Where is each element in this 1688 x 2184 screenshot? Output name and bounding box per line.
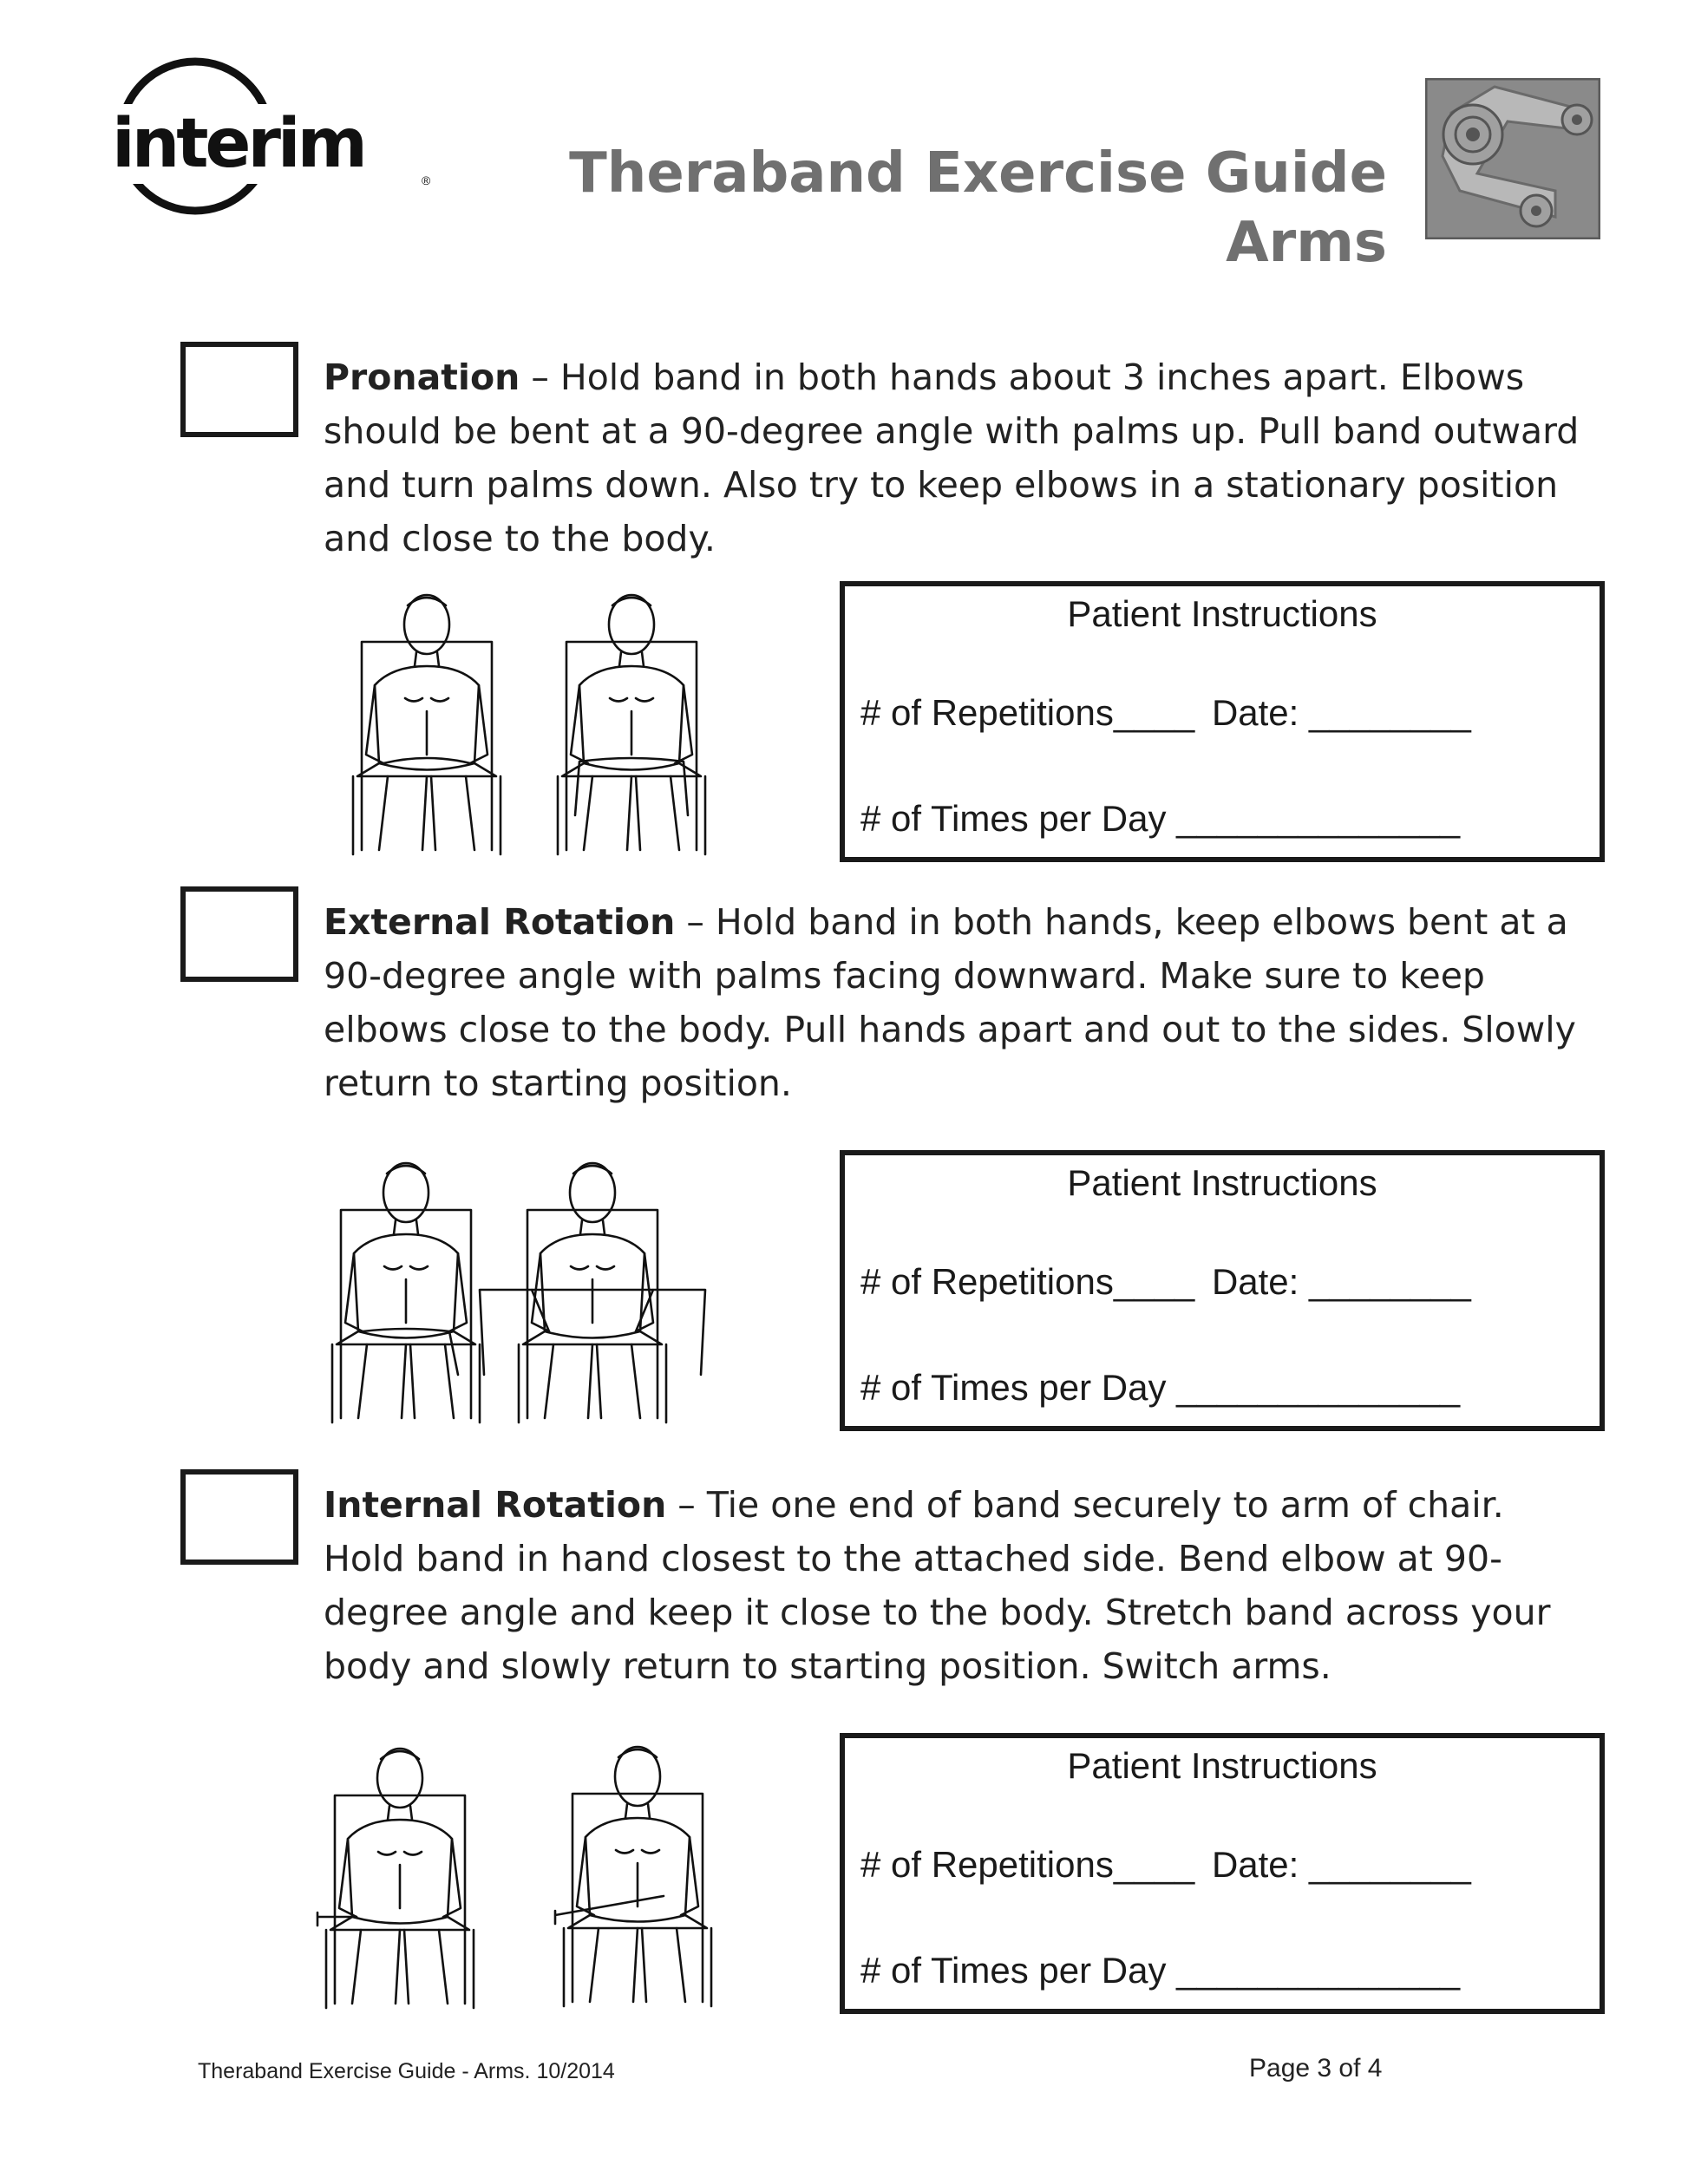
date-label: Date: ________ bbox=[1211, 1261, 1471, 1302]
instructions-title: Patient Instructions bbox=[1067, 593, 1377, 634]
internal-rotation-figure-start bbox=[309, 1743, 491, 2021]
internal-rotation-description bbox=[324, 1478, 1590, 1693]
external-rotation-figure-start bbox=[319, 1158, 493, 1427]
pronation-instructions-box[interactable] bbox=[840, 581, 1605, 862]
page-number: Page 3 of 4 bbox=[1249, 2054, 1383, 2083]
footer-document-info: Theraband Exercise Guide - Arms. 10/2014 bbox=[198, 2059, 615, 2083]
repetitions-field[interactable] bbox=[860, 1844, 1471, 1886]
external-rotation-checkbox[interactable] bbox=[180, 886, 298, 982]
theraband-machine-icon bbox=[1425, 78, 1600, 239]
interim-logo bbox=[104, 54, 431, 236]
pronation-checkbox[interactable] bbox=[180, 342, 298, 437]
internal-rotation-figure-end bbox=[546, 1742, 729, 2019]
logo-text: interim bbox=[108, 104, 368, 184]
exercise-text: Hold band in both hands about 3 inches apart. Elbows should be bent at a 90-degree angle with palms up. Pull band outward and turn palms down. Also try to keep elbows in a stationary position and close to the body. bbox=[324, 356, 1580, 559]
date-label: Date: ________ bbox=[1211, 1844, 1471, 1885]
name-separator: – bbox=[666, 1484, 707, 1526]
times-per-day-field[interactable]: # of Times per Day ______________ bbox=[860, 798, 1461, 839]
exercise-name: Internal Rotation bbox=[324, 1484, 667, 1526]
name-separator: – bbox=[675, 901, 716, 943]
exercise-text: Hold band in both hands, keep elbows bent at a 90-degree angle with palms facing downward. Make sure to keep elbows close to the body. Pull hands apart and out to the sides. Slowly return to starting position. bbox=[324, 901, 1576, 1104]
external-rotation-figure-end bbox=[475, 1158, 710, 1427]
times-per-day-field[interactable]: # of Times per Day ______________ bbox=[860, 1950, 1461, 1991]
times-per-day-field[interactable]: # of Times per Day ______________ bbox=[860, 1367, 1461, 1408]
internal-rotation-checkbox[interactable] bbox=[180, 1469, 298, 1565]
instructions-title: Patient Instructions bbox=[1067, 1162, 1377, 1203]
date-label: Date: ________ bbox=[1211, 692, 1471, 733]
repetitions-field[interactable] bbox=[860, 1261, 1471, 1303]
internal-rotation-instructions-box[interactable] bbox=[840, 1733, 1605, 2014]
title-line-1: Theraband Exercise Guide bbox=[569, 141, 1387, 206]
pronation-figure-start bbox=[340, 590, 514, 859]
repetitions-field[interactable] bbox=[860, 692, 1471, 734]
external-rotation-description bbox=[324, 895, 1590, 1110]
repetitions-label: # of Repetitions____ bbox=[860, 1844, 1195, 1885]
external-rotation-instructions-box[interactable] bbox=[840, 1150, 1605, 1431]
instructions-title: Patient Instructions bbox=[1067, 1745, 1377, 1786]
repetitions-label: # of Repetitions____ bbox=[860, 1261, 1195, 1302]
pronation-description bbox=[324, 350, 1590, 566]
repetitions-label: # of Repetitions____ bbox=[860, 692, 1195, 733]
name-separator: – bbox=[520, 356, 560, 398]
logo-registered-mark: ® bbox=[422, 173, 431, 187]
page-title bbox=[569, 139, 1387, 278]
title-line-2: Arms bbox=[1226, 211, 1387, 275]
pronation-figure-end bbox=[545, 590, 718, 859]
exercise-name: Pronation bbox=[324, 356, 520, 398]
exercise-name: External Rotation bbox=[324, 901, 676, 943]
exercise-text: Tie one end of band securely to arm of chair. Hold band in hand closest to the attached side. Bend elbow at 90-degree angle and keep it close to the body. Stretch band across your body and slowly return to starting position. Switch arms. bbox=[324, 1484, 1551, 1687]
